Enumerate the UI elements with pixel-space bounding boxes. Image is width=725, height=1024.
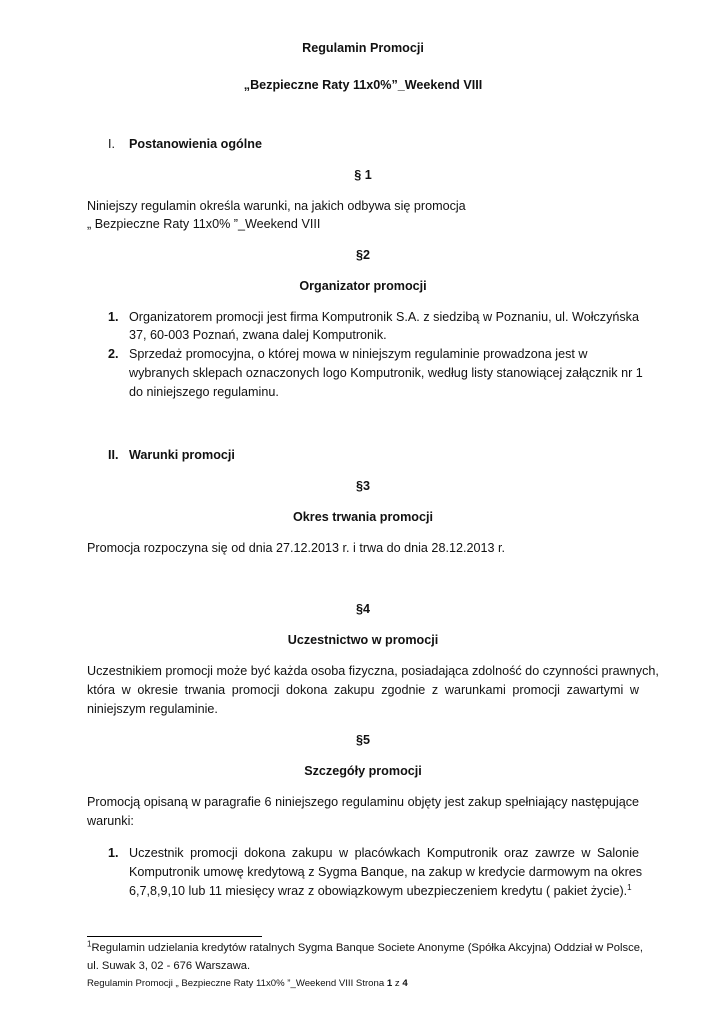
organizer-item-2-line-2: wybranych sklepach oznaczonych logo Komputronik, według listy stanowiącej załącznik nr 1 [129,366,643,380]
paragraph-2-heading: Organizator promocji [299,279,427,293]
organizer-item-2-line-3: do niniejszego regulaminu. [129,385,279,399]
footer-page-number: 1 [386,978,393,989]
organizer-item-1-number: 1. [108,310,119,324]
footnote-reference[interactable]: 1 [627,882,632,892]
footer-text: Regulamin Promocji „ Bezpieczne Raty 11x0% ”_Weekend VIII Strona [87,978,387,989]
paragraph-4-heading: Uczestnictwo w promocji [287,633,439,647]
details-line-1: Promocją opisaną w paragrafie 6 niniejszego regulaminu objęty jest zakup spełniający następujące [87,795,639,809]
paragraph-5-heading: Szczegóły promocji [304,764,422,778]
page-footer [87,978,408,989]
paragraph-3-mark: §3 [355,479,370,493]
organizer-item-1-line-2: 37, 60-003 Poznań, zwana dalej Komputronik. [129,328,387,342]
footnote-marker: 1 [87,939,92,949]
condition-item-1-line-2: Komputronik umowę kredytową z Sygma Banque, na zakup w kredycie darmowym na okres [129,865,643,879]
paragraph-3-heading: Okres trwania promocji [293,510,433,524]
footnote-line-1-text: Regulamin udzielania kredytów ratalnych Sygma Banque Societe Anonyme (Spółka Akcyjna) Oddział w Polsce, [91,942,644,954]
participation-line-1: Uczestnikiem promocji może być każda osoba fizyczna, posiadająca zdolność do czynności prawnych, [87,664,659,678]
organizer-item-2-number: 2. [108,347,119,361]
footer-total-pages: 4 [402,978,408,989]
promotion-period-text: Promocja rozpoczyna się od dnia 27.12.2013 r. i trwa do dnia 28.12.2013 r. [87,541,505,555]
footer-of: z [392,978,403,989]
condition-item-1-line-1: Uczestnik promocji dokona zakupu w placówkach Komputronik oraz zawrze w Salonie [129,846,639,860]
document-title: Regulamin Promocji [302,41,424,55]
section-2-number: II. [108,448,119,462]
condition-item-1-number: 1. [108,846,119,860]
paragraph-4-mark: §4 [355,602,370,616]
organizer-item-1-line-1: Organizatorem promocji jest firma Komputronik S.A. z siedzibą w Poznaniu, ul. Wołczyńska [129,310,639,324]
footnote-separator [87,936,262,937]
paragraph-5-mark: §5 [355,733,370,747]
footnote-line-2: ul. Suwak 3, 02 - 676 Warszawa. [87,960,251,972]
condition-item-1-line-3-text: 6,7,8,9,10 lub 11 miesięcy wraz z obowiązkowym ubezpieczeniem kredytu ( pakiet życie). [129,884,628,898]
participation-line-2: która w okresie trwania promocji dokona zakupu zgodnie z warunkami promocji zawartymi w [87,683,639,697]
promotion-name: „Bezpieczne Raty 11x0%”_Weekend VIII [243,78,483,92]
participation-line-3: niniejszym regulaminie. [87,702,218,716]
section-1-heading: Postanowienia ogólne [129,137,262,151]
paragraph-2-mark: §2 [355,248,370,262]
paragraph-1-mark: § 1 [354,168,372,182]
organizer-item-2-line-1: Sprzedaż promocyjna, o której mowa w niniejszym regulaminie prowadzona jest w [129,347,588,361]
paragraph-1-line-2: „ Bezpieczne Raty 11x0% ”_Weekend VIII [87,217,321,231]
section-2-heading: Warunki promocji [129,448,235,462]
footnote-line-1 [87,939,644,954]
details-line-2: warunki: [87,814,134,828]
section-1-number: I. [108,137,115,151]
condition-item-1-line-3 [129,884,632,898]
paragraph-1-line-1: Niniejszy regulamin określa warunki, na jakich odbywa się promocja [87,199,466,213]
